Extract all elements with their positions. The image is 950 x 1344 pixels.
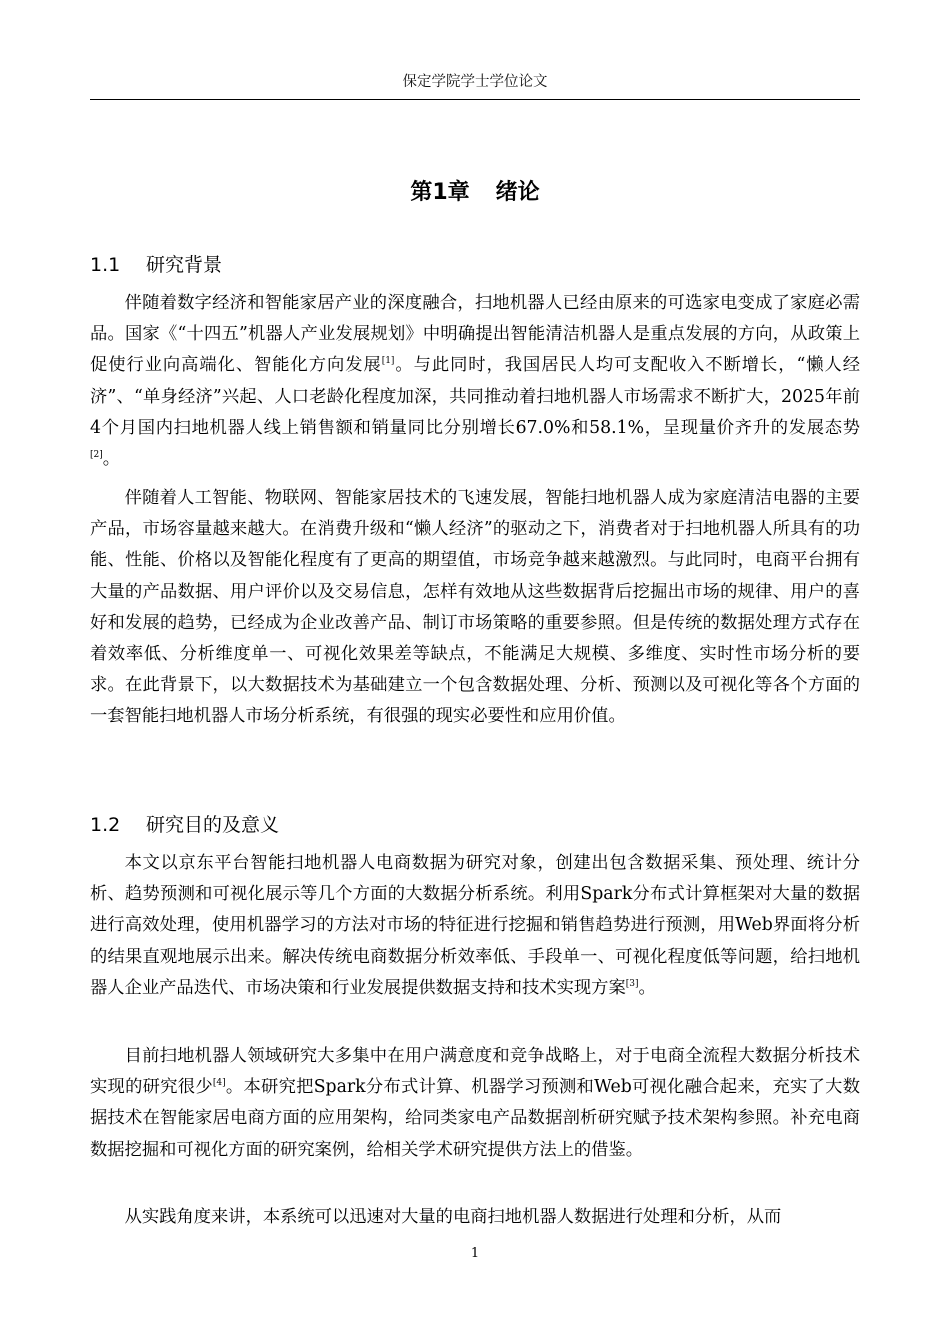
paragraph-text: 。本研究把Spark分布式计算、机器学习预测和Web可视化融合起来，充实了大数据技术在智能家居电商方面的应用架构，给同类家电产品数据剖析研究赋予技术架构参照。补充电商数据挖掘和可视化方面的研究案例，给相关学术研究提供方法上的借鉴。 (90, 1077, 860, 1160)
citation-marker[interactable]: [2] (90, 450, 103, 461)
section-heading-1-2 (90, 810, 860, 840)
citation-marker[interactable]: [4] (212, 1078, 226, 1089)
body-paragraph: 从实践角度来讲，本系统可以迅速对大量的电商扫地机器人数据进行处理和分析，从而 (124, 1207, 782, 1227)
header-rule (90, 99, 860, 100)
section-number: 1.1 (90, 254, 121, 276)
paragraph-text: 。 (638, 977, 656, 998)
citation-marker[interactable]: [3] (625, 979, 639, 990)
body-paragraph: 伴随着人工智能、物联网、智能家居技术的飞速发展，智能扫地机器人成为家庭清洁电器的主要产品，市场容量越来越大。在消费升级和“懒人经济”的驱动之下，消费者对于扫地机器人所具有的功能、性能、价格以及智能化程度有了更高的期望值，市场竞争越来越激烈。与此同时，电商平台拥有大量的产品数据、用户评价以及交易信息，怎样有效地从这些数据背后挖掘出市场的规律、用户的喜好和发展的趋势，已经成为企业改善产品、制订市场策略的重要参照。但是传统的数据处理方式存在着效率低、分析维度单一、可视化效果差等缺点，不能满足大规模、多维度、实时性市场分析的要求。在此背景下，以大数据技术为基础建立一个包含数据处理、分析、预测以及可视化等各个方面的一套智能扫地机器人市场分析系统，有很强的现实必要性和应用价值。 (90, 488, 860, 727)
body-paragraph (90, 848, 860, 1004)
chapter-name: 绪论 (495, 180, 540, 205)
chapter-number: 第1章 (410, 180, 470, 205)
paragraph-text: 。与此同时，我国居民人均可支配收入不断增长，“懒人经济”、“单身经济”兴起、人口老龄化程度加深，共同推动着扫地机器人市场需求不断扩大，2025年前4个月国内扫地机器人线上销售额和销量同比分别增长67.0%和58.1%，呈现量价齐升的发展态势 (90, 355, 860, 438)
paragraph-text: 伴随着数字经济和智能家居产业的深度融合，扫地机器人已经由原来的可选家电变成了家庭必需品。国家《“十四五”机器人产业发展规划》中明确提出智能清洁机器人是重点发展的方向，从政策上促使行业向高端化、智能化方向发展 (90, 293, 860, 376)
body-paragraph (90, 1041, 860, 1166)
citation-marker[interactable]: [1] (381, 356, 395, 367)
paragraph-text: 。 (102, 449, 121, 470)
paragraph-text: 本文以京东平台智能扫地机器人电商数据为研究对象，创建出包含数据采集、预处理、统计分析、趋势预测和可视化展示等几个方面的大数据分析系统。利用Spark分布式计算框架对大量的数据进行高效处理，使用机器学习的方法对市场的特征进行挖掘和销售趋势进行预测，用Web界面将分析的结果直观地展示出来。解决传统电商数据分析效率低、手段单一、可视化程度低等问题，给扫地机器人企业产品迭代、市场决策和行业发展提供数据支持和技术实现方案 (90, 853, 860, 998)
section-number: 1.2 (90, 814, 121, 836)
chapter-title (90, 176, 860, 210)
page-number: 1 (470, 1246, 480, 1261)
section-title: 研究目的及意义 (146, 814, 280, 836)
section-heading-1-1 (90, 250, 860, 280)
paragraph-text: 目前扫地机器人领域研究大多集中在用户满意度和竞争战略上，对于电商全流程大数据分析技术实现的研究很少 (90, 1046, 860, 1098)
section-title: 研究背景 (146, 254, 223, 276)
body-paragraph (90, 288, 860, 475)
running-header-title: 保定学院学士学位论文 (402, 74, 548, 90)
